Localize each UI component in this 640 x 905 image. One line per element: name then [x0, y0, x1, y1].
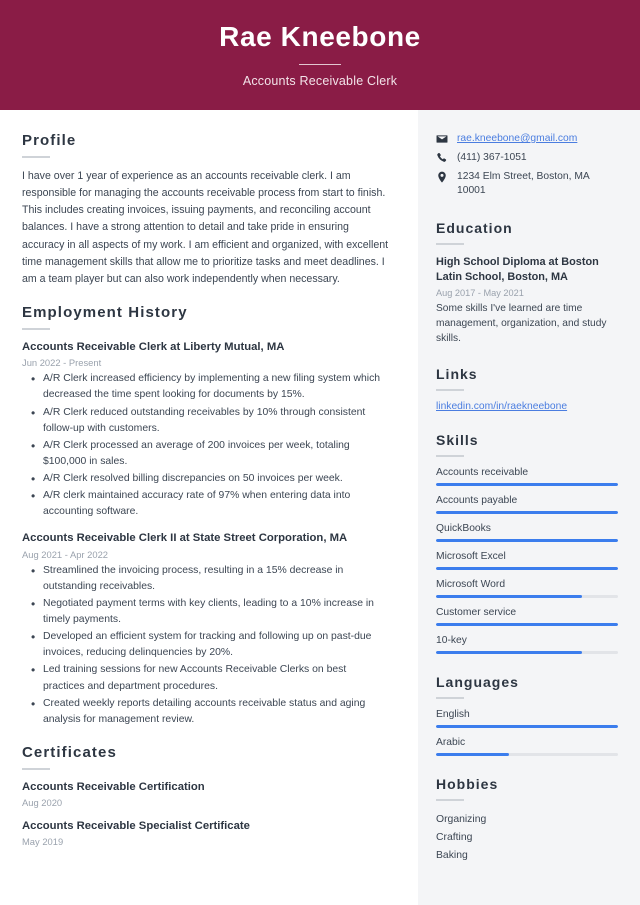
education-description: Some skills I've learned are time management, organization, and study skills.: [436, 302, 607, 345]
contact-address-row: [436, 170, 618, 198]
header-divider: [299, 64, 341, 65]
employment-bullet: • Negotiated payment terms with key clients, leading to a 10% increase in timely payments.: [22, 596, 390, 628]
envelope-icon: [436, 132, 448, 145]
sidebar-column: [418, 110, 640, 905]
employment-entry-date: Aug 2021 - Apr 2022: [22, 548, 109, 560]
education-entry: [436, 255, 618, 347]
skill-item-fill: [436, 567, 618, 570]
profile-text: I have over 1 year of experience as an accounts receivable clerk. I am responsible for managing the accounts receivable process from start to finish. This includes creating invoices, issuing payments, and reconciling account balances. I have a strong attention to detail and take pride in ensuring accuracy in all aspects of my work. I am efficient and organized, with excellent time management skills that allow me to prioritize tasks and meet deadlines. I am a team player but can also work independently when necessary.: [22, 170, 389, 285]
skill-item-label: Accounts receivable: [436, 467, 529, 479]
employment-entry-date: Jun 2022 - Present: [22, 357, 102, 369]
employment-bullet: • Streamlined the invoicing process, resulting in a 15% decrease in outstanding receivables.: [22, 563, 390, 595]
skill-item-track: [436, 595, 618, 598]
links-heading: Links: [436, 366, 478, 383]
section-underline: [22, 328, 50, 330]
section-underline: [436, 243, 464, 245]
certificates-list: [22, 780, 390, 848]
employment-bullet-list: [22, 563, 390, 728]
links-list: [436, 401, 618, 412]
employment-bullet: • A/R Clerk processed an average of 200 invoices per week, totaling $100,000 in sales.: [22, 438, 390, 470]
skill-item: [436, 467, 618, 486]
contact-email[interactable]: rae.kneebone@gmail.com: [457, 133, 578, 144]
employment-entry: [22, 531, 390, 728]
hobby-item: Crafting: [436, 832, 473, 844]
skill-item-track: [436, 651, 618, 654]
candidate-job-title: Accounts Receivable Clerk: [242, 73, 398, 88]
skill-item-fill: [436, 511, 618, 514]
language-item: [436, 709, 618, 728]
contact-email-row[interactable]: [436, 132, 618, 146]
section-underline: [22, 156, 50, 158]
contact-address: 1234 Elm Street, Boston, MA 10001: [457, 170, 590, 196]
employment-bullet: • A/R clerk maintained accuracy rate of 97% when entering data into accounting software.: [22, 488, 390, 520]
skill-item-fill: [436, 651, 582, 654]
certificate-entry: [22, 819, 390, 847]
skill-item-label: Microsoft Excel: [436, 551, 506, 563]
employment-list: [22, 340, 390, 728]
main-column: [0, 110, 418, 905]
skill-item-track: [436, 539, 618, 542]
skill-item-track: [436, 623, 618, 626]
languages-list: [436, 709, 618, 756]
employment-bullet: • Developed an efficient system for tracking and following up on past-due invoices, reducing delinquencies by 20%.: [22, 629, 390, 661]
employment-bullet: • A/R Clerk resolved billing discrepancies on 50 invoices per week.: [22, 471, 390, 487]
education-section: [436, 220, 618, 347]
hobbies-list: [436, 811, 618, 865]
resume-header: [0, 0, 640, 110]
section-underline: [22, 768, 50, 770]
contact-phone-row: [436, 151, 618, 165]
employment-bullet-list: [22, 371, 390, 520]
skill-item-label: 10-key: [436, 635, 467, 647]
section-underline: [436, 455, 464, 457]
profile-heading: Profile: [22, 132, 77, 149]
employment-bullet: • A/R Clerk reduced outstanding receivables by 10% through consistent follow-up with customers.: [22, 405, 390, 437]
skill-item-label: Customer service: [436, 607, 517, 619]
employment-bullet: • A/R Clerk increased efficiency by implementing a new filing system which decreased the time spent looking for documents by 15%.: [22, 371, 390, 403]
employment-entry-title: Accounts Receivable Clerk at Liberty Mutual, MA: [22, 341, 285, 354]
employment-heading: Employment History: [22, 304, 188, 322]
hobbies-section: [436, 776, 618, 865]
education-list: [436, 255, 618, 347]
skill-item-track: [436, 567, 618, 570]
section-underline: [436, 799, 464, 801]
certificates-heading: Certificates: [22, 743, 117, 761]
certificate-title: Accounts Receivable Certification: [22, 780, 205, 793]
certificate-date: May 2019: [22, 836, 64, 848]
certificates-section: [22, 744, 390, 848]
skill-item-label: QuickBooks: [436, 523, 491, 535]
skill-item-fill: [436, 595, 582, 598]
hobby-item: Organizing: [436, 814, 487, 826]
hobby-item: Baking: [436, 850, 468, 862]
employment-section: [22, 304, 390, 728]
education-heading: Education: [436, 219, 513, 236]
education-date: Aug 2017 - May 2021: [436, 287, 524, 298]
contact-phone: (411) 367-1051: [457, 151, 527, 163]
skill-item-fill: [436, 483, 618, 486]
contact-list: [436, 132, 618, 198]
certificate-entry: [22, 780, 390, 808]
languages-heading: Languages: [436, 674, 519, 691]
section-underline: [436, 389, 464, 391]
skill-item: [436, 607, 618, 626]
language-item-label: English: [436, 709, 470, 721]
language-item-track: [436, 725, 618, 728]
language-item-fill: [436, 725, 618, 728]
certificate-title: Accounts Receivable Specialist Certificate: [22, 820, 250, 833]
skill-item-fill: [436, 539, 618, 542]
skill-item: [436, 579, 618, 598]
skill-item-fill: [436, 623, 618, 626]
skill-item-label: Microsoft Word: [436, 579, 506, 591]
resume-body: [0, 110, 640, 905]
skill-item-track: [436, 511, 618, 514]
language-item-fill: [436, 753, 509, 756]
skill-item: [436, 523, 618, 542]
employment-bullet: • Created weekly reports detailing accounts receivable status and aging analysis for management review.: [22, 696, 390, 728]
language-item-track: [436, 753, 618, 756]
skill-item: [436, 551, 618, 570]
certificate-date: Aug 2020: [22, 797, 63, 809]
candidate-name: Rae Kneebone: [219, 21, 421, 53]
skill-item: [436, 495, 618, 514]
phone-icon: [436, 151, 448, 164]
profile-link[interactable]: linkedin.com/in/raekneebone: [436, 401, 568, 413]
skill-item-label: Accounts payable: [436, 495, 518, 507]
links-section: [436, 366, 618, 412]
employment-entry-title: Accounts Receivable Clerk II at State Street Corporation, MA: [22, 532, 348, 545]
map-pin-icon: [436, 170, 448, 183]
language-item: [436, 737, 618, 756]
language-item-label: Arabic: [436, 737, 466, 749]
hobbies-heading: Hobbies: [436, 776, 499, 793]
employment-bullet: • Led training sessions for new Accounts Receivable Clerks on best practices and department procedures.: [22, 662, 390, 694]
profile-section: [22, 132, 390, 288]
education-title: High School Diploma at Boston Latin School, Boston, MA: [436, 255, 599, 284]
skill-item: [436, 635, 618, 654]
section-underline: [436, 697, 464, 699]
skill-item-track: [436, 483, 618, 486]
employment-entry: [22, 340, 390, 520]
skills-list: [436, 467, 618, 654]
skills-heading: Skills: [436, 432, 479, 449]
languages-section: [436, 674, 618, 756]
skills-section: [436, 432, 618, 654]
